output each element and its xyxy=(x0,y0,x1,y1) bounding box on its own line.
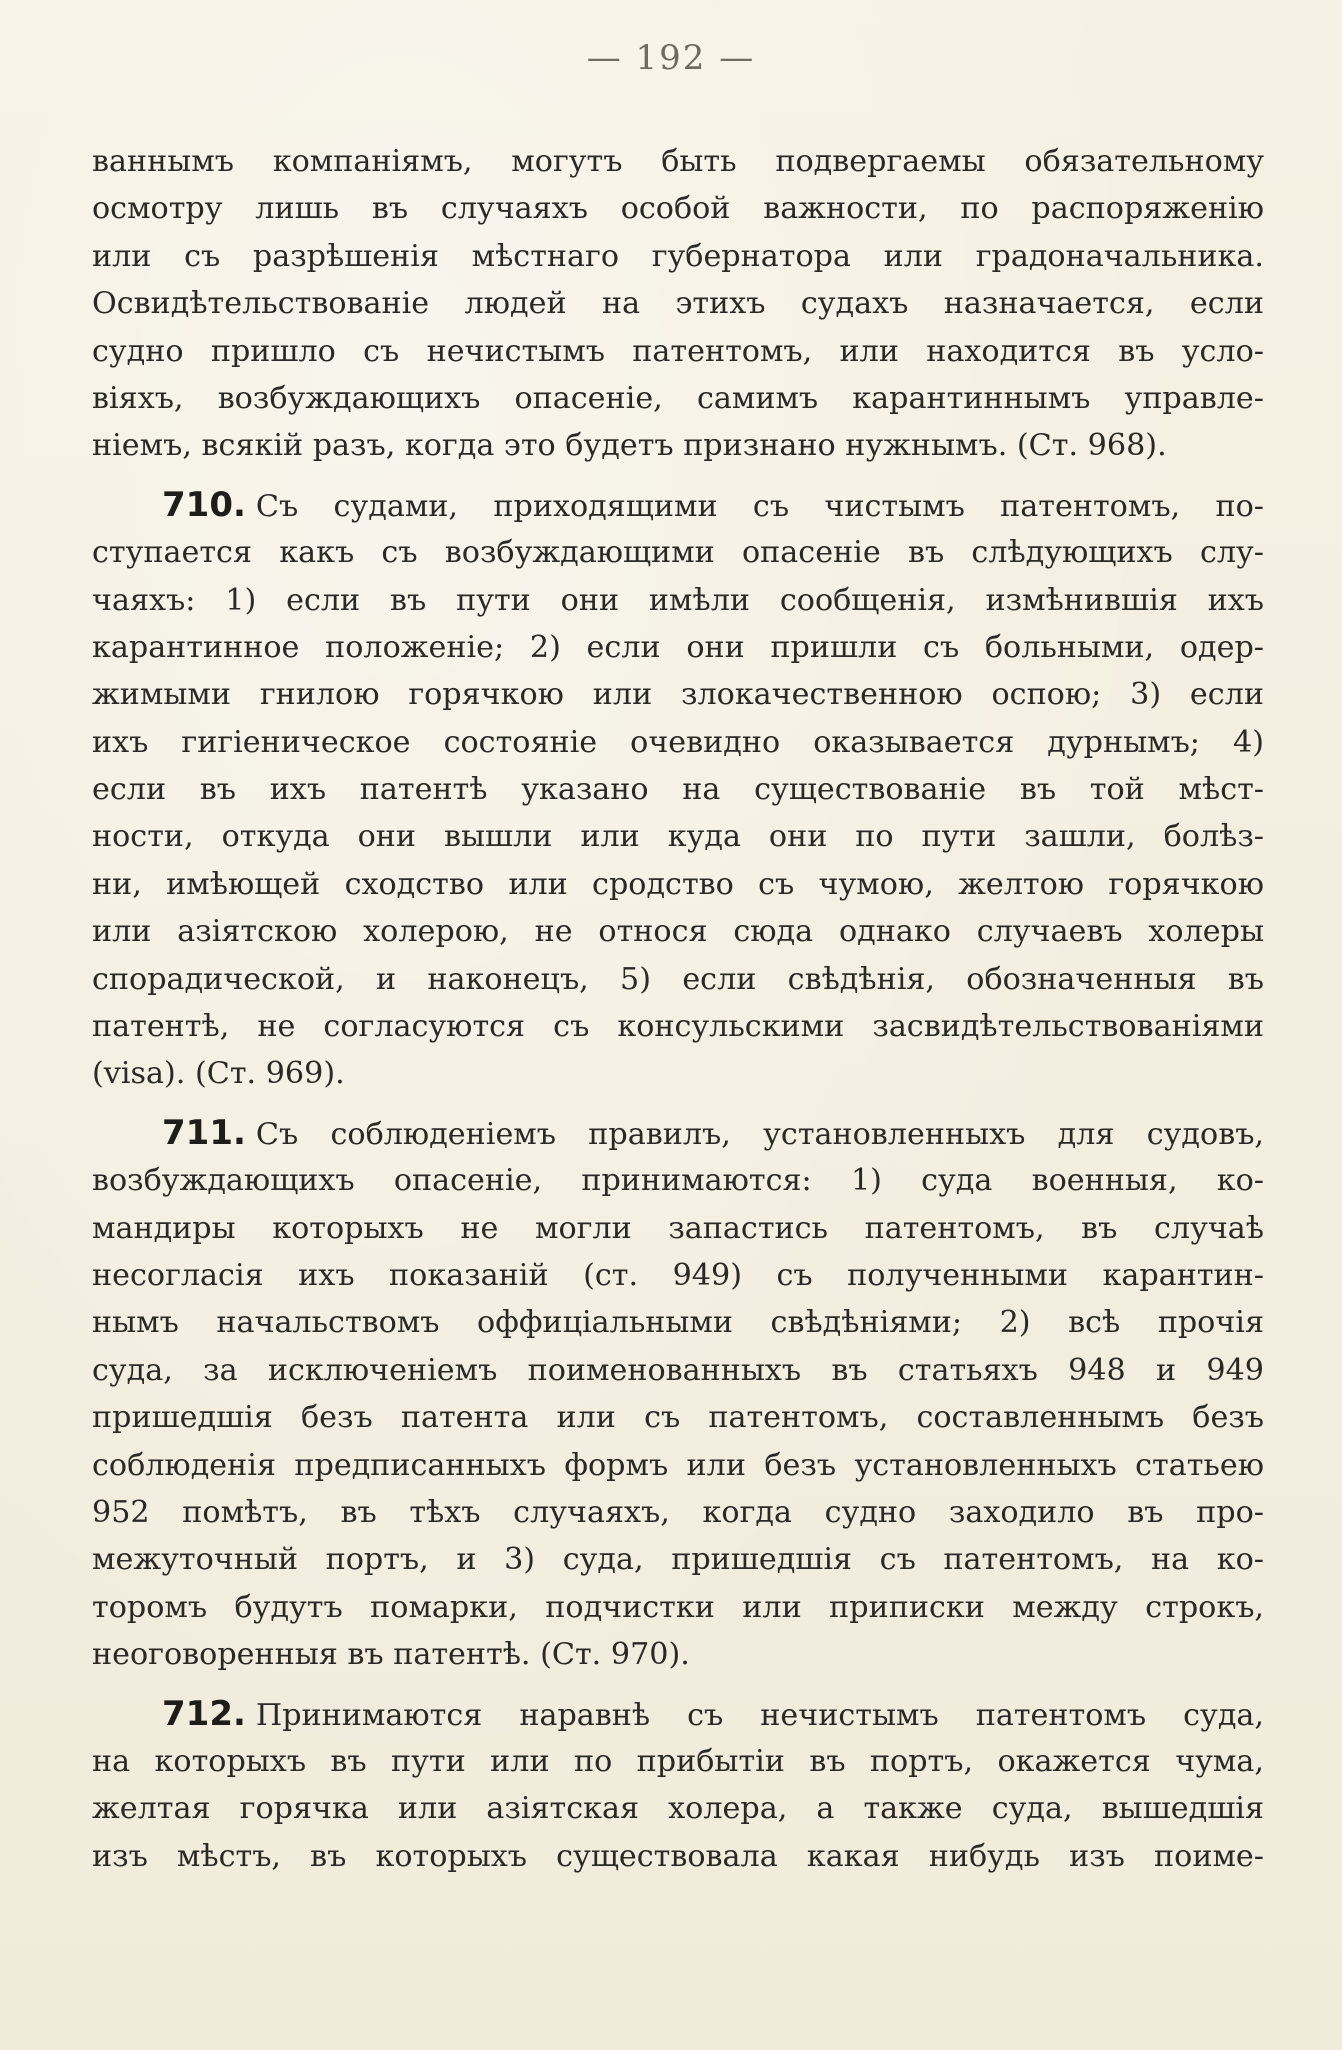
text-line: спорадической, и наконецъ, 5) если свѣдѣнія, обозначенныя въ xyxy=(92,961,1264,997)
text-line xyxy=(92,482,1264,529)
text-line: соблюденія предписанныхъ формъ или безъ установленныхъ статьею xyxy=(92,1447,1264,1483)
text-line: суда, за исключеніемъ поименованныхъ въ статьяхъ 948 и 949 xyxy=(92,1352,1264,1388)
article-712 xyxy=(92,1691,1264,1881)
text-line: ности, откуда они вышли или куда они по пути зашли, болѣз- xyxy=(92,819,1264,855)
text-line: ваннымъ компаніямъ, могутъ быть подвергаемы обязательному xyxy=(92,144,1264,179)
article-number: 712. xyxy=(162,1693,246,1734)
text-line: или азіятскою холерою, не относя сюда однако случаевъ холеры xyxy=(92,914,1264,950)
text-line: жимыми гнилою горячкою или злокачественною оспою; 3) если xyxy=(92,677,1264,713)
text-line: если въ ихъ патентѣ указано на существованіе въ той мѣст- xyxy=(92,772,1264,808)
text-line: (visa). (Ст. 969). xyxy=(92,1056,345,1092)
text-line: ступается какъ съ возбуждающими опасеніе въ слѣдующихъ слу- xyxy=(92,535,1264,571)
text-line xyxy=(92,1691,1264,1738)
text-line xyxy=(92,1110,1264,1157)
text-line: возбуждающихъ опасеніе, принимаются: 1) суда военныя, ко- xyxy=(92,1163,1264,1199)
text-line: неоговоренныя въ патентѣ. (Ст. 970). xyxy=(92,1637,690,1673)
text-line: Освидѣтельствованіе людей на этихъ судахъ назначается, если xyxy=(92,286,1264,322)
text-line: или съ разрѣшенія мѣстнаго губернатора или градоначальника. xyxy=(92,238,1264,274)
text-line: карантинное положеніе; 2) если они пришли съ больными, одер- xyxy=(92,629,1264,665)
text-line: пришедшія безъ патента или съ патентомъ, составленнымъ безъ xyxy=(92,1400,1264,1436)
text-line: на которыхъ въ пути или по прибытіи въ портъ, окажется чума, xyxy=(92,1743,1264,1779)
page-number: — 192 — xyxy=(586,38,756,78)
text-line: 952 помѣтъ, въ тѣхъ случаяхъ, когда судно заходило въ про- xyxy=(92,1494,1264,1530)
text-line: межуточный портъ, и 3) суда, пришедшія съ патентомъ, на ко- xyxy=(92,1542,1264,1578)
text-line: несогласія ихъ показаній (ст. 949) съ полученными карантин- xyxy=(92,1257,1264,1293)
text-line: чаяхъ: 1) если въ пути они имѣли сообщенія, измѣнившія ихъ xyxy=(92,582,1264,618)
text-segment: Принимаются наравнѣ съ нечистымъ патентомъ суда, xyxy=(255,1697,1264,1733)
text-line: ніемъ, всякій разъ, когда это будетъ признано нужнымъ. (Ст. 968). xyxy=(92,428,1167,464)
text-segment: Съ судами, приходящими съ чистымъ патентомъ, по- xyxy=(255,488,1264,524)
text-line: мандиры которыхъ не могли запастись патентомъ, въ случаѣ xyxy=(92,1210,1264,1246)
article-number: 711. xyxy=(162,1112,246,1153)
text-line: торомъ будутъ помарки, подчистки или приписки между строкъ, xyxy=(92,1589,1264,1625)
text-line: патентѣ, не согласуются съ консульскими засвидѣтельствованіями xyxy=(92,1009,1264,1045)
text-line: ни, имѣющей сходство или сродство съ чумою, желтою горячкою xyxy=(92,866,1264,902)
article-number: 710. xyxy=(162,484,246,525)
text-segment: Съ соблюденіемъ правилъ, установленныхъ для судовъ, xyxy=(255,1116,1264,1152)
text-line: нымъ начальствомъ оффиціальными свѣдѣніями; 2) всѣ прочія xyxy=(92,1305,1264,1341)
text-line: віяхъ, возбуждающихъ опасеніе, самимъ карантиннымъ управле- xyxy=(92,380,1264,416)
article-711 xyxy=(92,1110,1264,1679)
text-line: осмотру лишь въ случаяхъ особой важности, по распоряженію xyxy=(92,191,1264,227)
text-line: желтая горячка или азіятская холера, а также суда, вышедшія xyxy=(92,1791,1264,1827)
body-text xyxy=(92,138,1264,1880)
article-710 xyxy=(92,482,1264,1098)
paragraph-continuation xyxy=(92,138,1264,470)
text-line: изъ мѣстъ, въ которыхъ существовала какая нибудь изъ поиме- xyxy=(92,1838,1264,1874)
text-line: судно пришло съ нечистымъ патентомъ, или находится въ усло- xyxy=(92,333,1264,369)
text-line: ихъ гигіеническое состояніе очевидно оказывается дурнымъ; 4) xyxy=(92,724,1264,760)
